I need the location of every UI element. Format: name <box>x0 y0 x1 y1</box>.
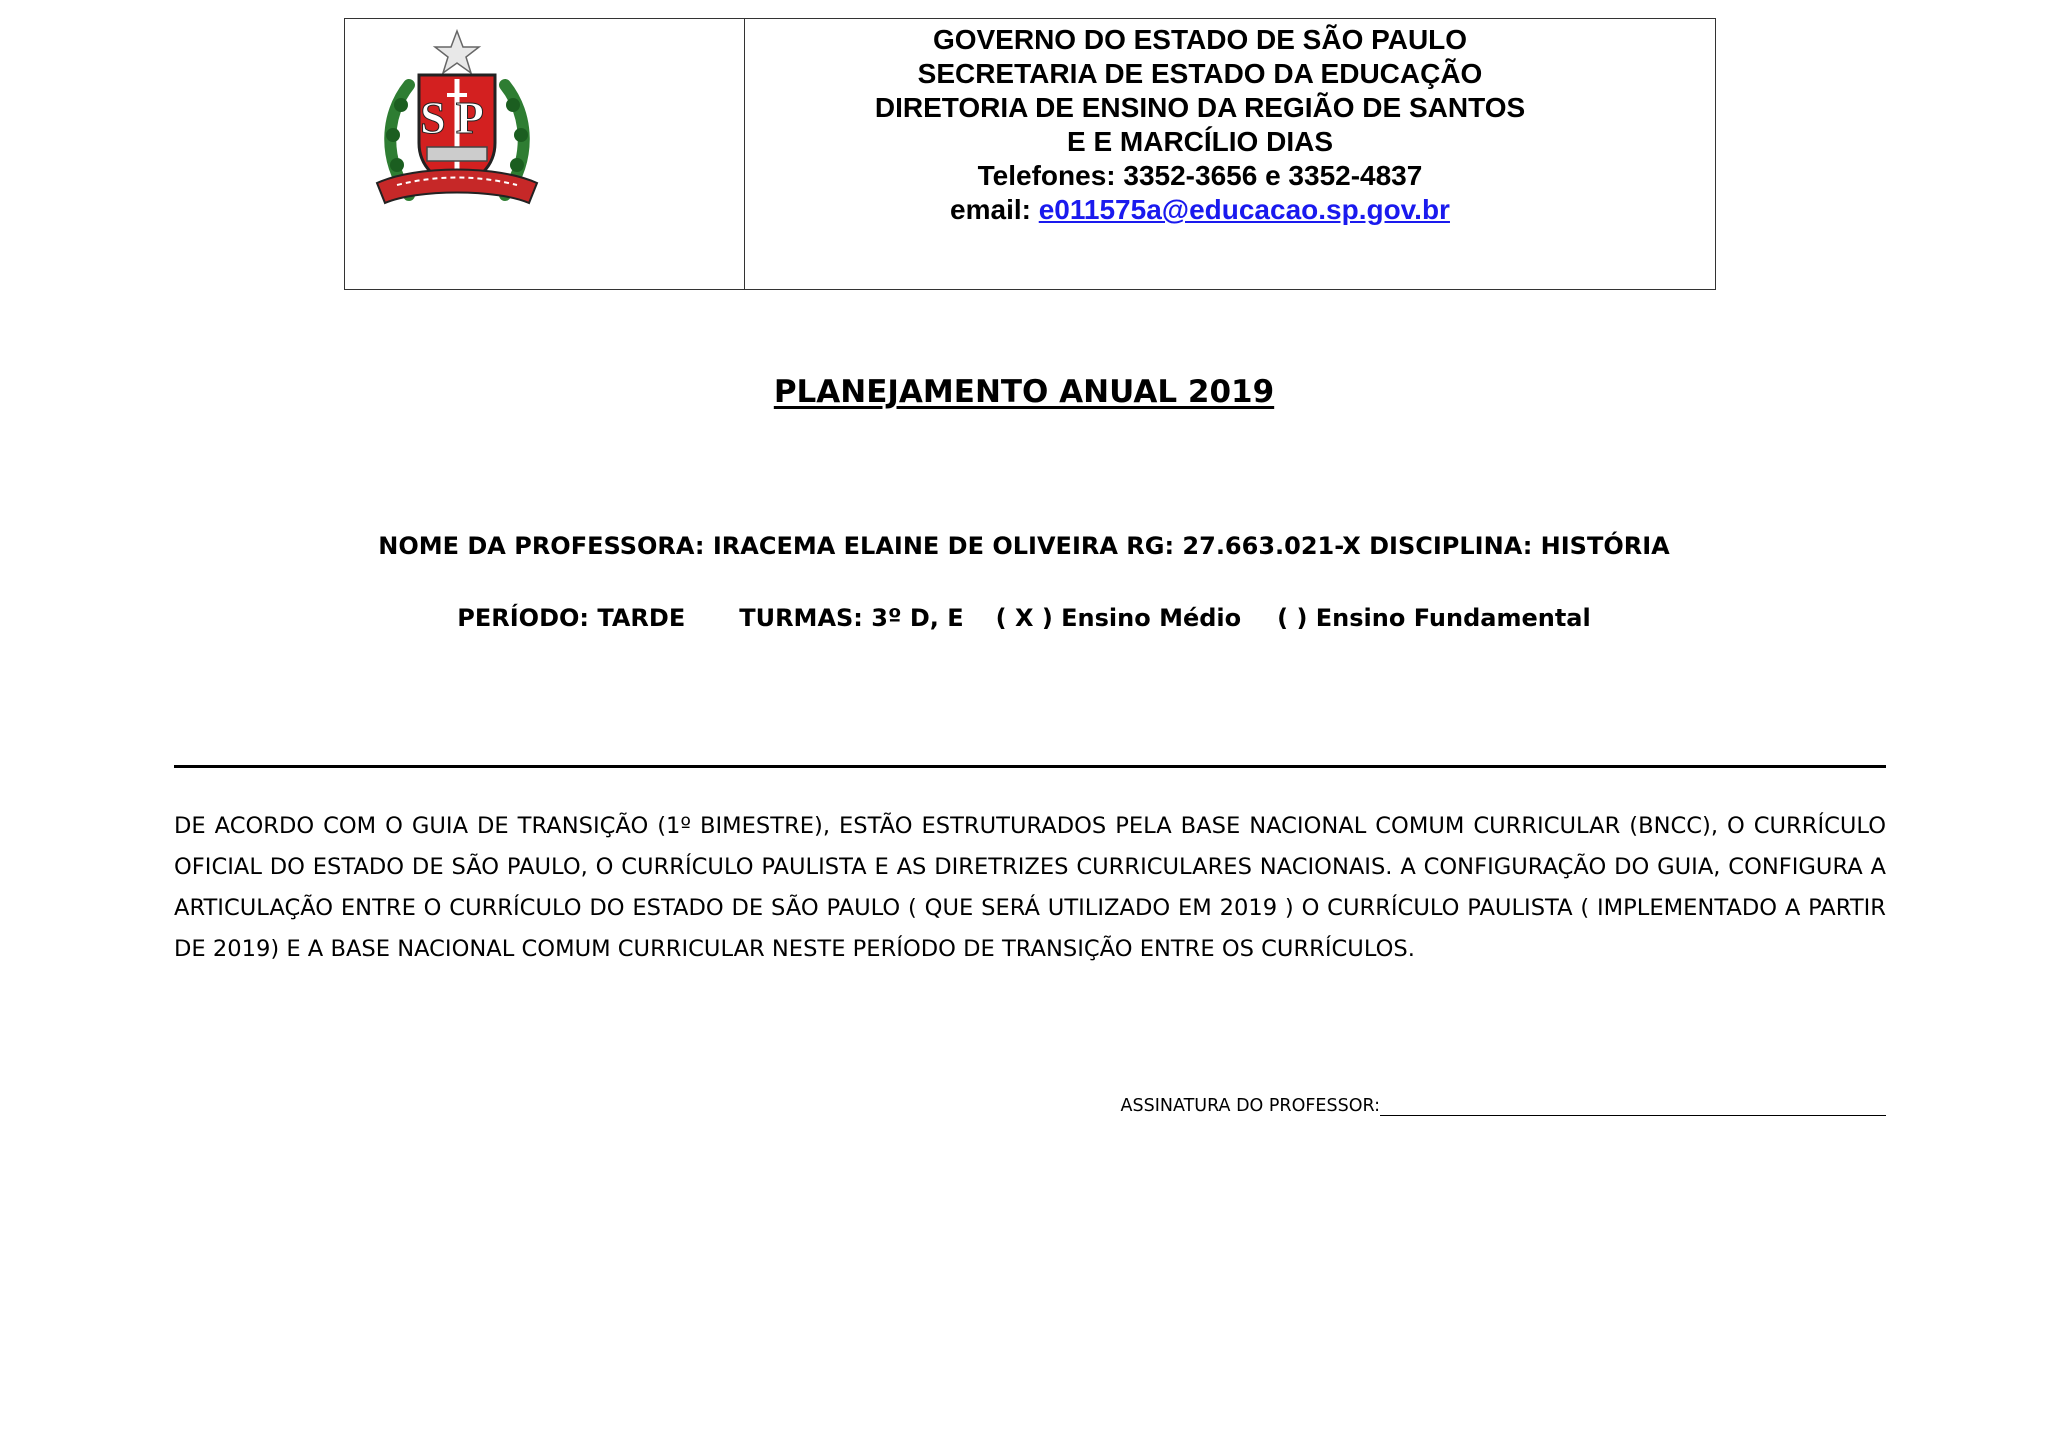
period-field: PERÍODO: TARDE <box>457 604 686 632</box>
signature-label: ASSINATURA DO PROFESSOR: <box>1120 1096 1380 1116</box>
phone-numbers: Telefones: 3352-3656 e 3352-4837 <box>977 160 1423 191</box>
email-label: email: <box>950 194 1039 225</box>
email-line <box>745 193 1655 227</box>
document-title: PLANEJAMENTO ANUAL 2019 <box>773 374 1275 410</box>
directorate-name: DIRETORIA DE ENSINO DA REGIÃO DE SANTOS <box>874 92 1526 123</box>
email-link[interactable]: e011575a@educacao.sp.gov.br <box>1038 194 1450 225</box>
option-ensino-fundamental: ( ) Ensino Fundamental <box>1277 604 1591 632</box>
government-name: GOVERNO DO ESTADO DE SÃO PAULO <box>932 24 1468 55</box>
option-ensino-medio: ( X ) Ensino Médio <box>995 604 1242 632</box>
horizontal-rule <box>174 765 1886 768</box>
teacher-info-line: NOME DA PROFESSORA: IRACEMA ELAINE DE OLIVEIRA RG: 27.663.021-X DISCIPLINA: HISTÓRIA <box>378 532 1670 560</box>
signature-line <box>1380 1097 1886 1116</box>
coat-of-arms-icon <box>357 25 557 225</box>
classes-field: TURMAS: 3º D, E <box>739 604 964 632</box>
letterhead-info <box>745 19 1715 289</box>
letterhead-table <box>344 18 1716 290</box>
coat-of-arms-letters: SP <box>420 92 494 143</box>
body-paragraph: DE ACORDO COM O GUIA DE TRANSIÇÃO (1º BIMESTRE), ESTÃO ESTRUTURADOS PELA BASE NACIONAL COMUM CURRICULAR (BNCC), O CURRÍCULO OFICIAL DO ESTADO DE SÃO PAULO, O CURRÍCULO PAULISTA E AS DIRETRIZES CURRICULARES NACIONAIS. A CONFIGURAÇÃO DO GUIA, CONFIGURA A ARTICULAÇÃO ENTRE O CURRÍCULO DO ESTADO DE SÃO PAULO ( QUE SERÁ UTILIZADO EM 2019 ) O CURRÍCULO PAULISTA ( IMPLEMENTADO A PARTIR DE 2019) E A BASE NACIONAL COMUM CURRICULAR NESTE PERÍODO DE TRANSIÇÃO ENTRE OS CURRÍCULOS. <box>174 813 1886 962</box>
secretariat-name: SECRETARIA DE ESTADO DA EDUCAÇÃO <box>917 58 1483 89</box>
logo-cell <box>345 19 745 289</box>
class-info-line <box>0 604 2048 632</box>
school-name: E E MARCÍLIO DIAS <box>1066 126 1333 157</box>
signature-block <box>1121 1096 1886 1116</box>
